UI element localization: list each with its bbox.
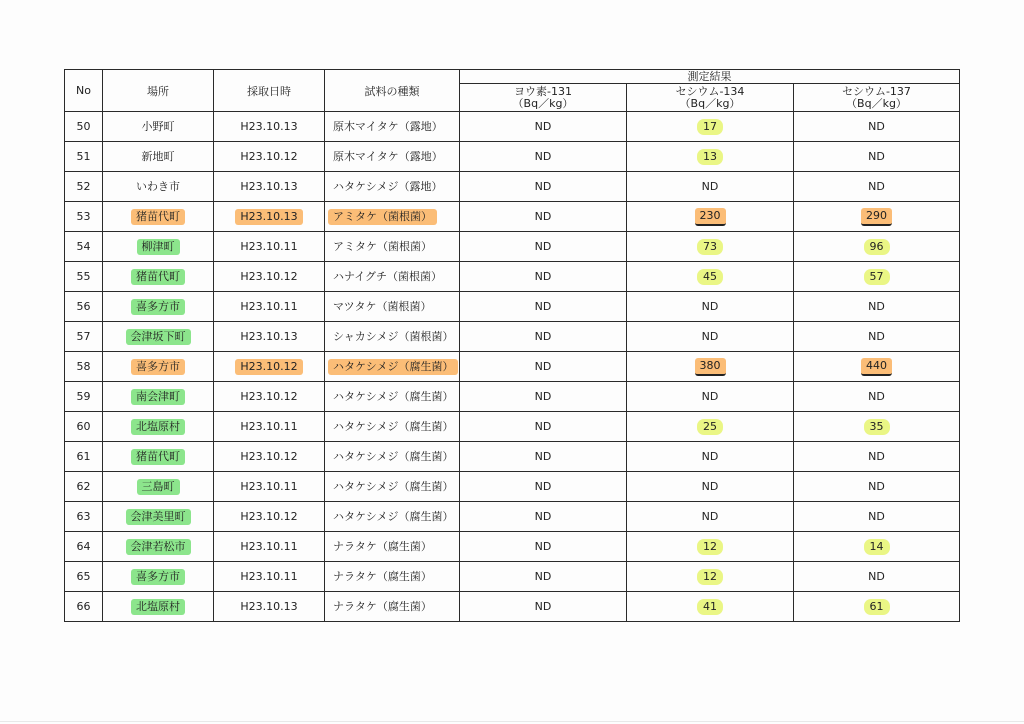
row-sampling-date: H23.10.12 bbox=[240, 389, 298, 403]
row-cesium-134-cell bbox=[627, 442, 794, 472]
row-cesium-137-cell bbox=[794, 382, 960, 412]
row-sample-type: ハタケシメジ（腐生菌） bbox=[333, 419, 454, 433]
row-cesium-137-cell bbox=[794, 472, 960, 502]
table-body bbox=[65, 112, 960, 622]
row-cesium-137-cell bbox=[794, 322, 960, 352]
row-sample-type-cell bbox=[325, 202, 460, 232]
row-cesium-137: ND bbox=[868, 149, 885, 163]
row-location-cell bbox=[103, 382, 214, 412]
row-cesium-137-cell bbox=[794, 112, 960, 142]
row-cesium-134: 41 bbox=[697, 599, 723, 615]
row-iodine-131-cell bbox=[460, 352, 627, 382]
row-cesium-137-cell bbox=[794, 172, 960, 202]
row-cesium-137: ND bbox=[868, 479, 885, 493]
header-cesium-134 bbox=[627, 84, 794, 112]
row-no: 61 bbox=[76, 449, 91, 463]
row-sample-type-cell bbox=[325, 382, 460, 412]
row-location: 喜多方市 bbox=[131, 359, 185, 375]
table-row bbox=[65, 532, 960, 562]
row-no: 53 bbox=[76, 209, 91, 223]
row-iodine-131-cell bbox=[460, 382, 627, 412]
header-iodine-131-label: ヨウ素-131 bbox=[514, 84, 572, 98]
row-sampling-date-cell bbox=[214, 532, 325, 562]
row-cesium-134: 73 bbox=[697, 239, 723, 255]
table-row bbox=[65, 382, 960, 412]
row-location-cell bbox=[103, 562, 214, 592]
row-cesium-137: ND bbox=[868, 179, 885, 193]
row-cesium-137: ND bbox=[868, 509, 885, 523]
row-iodine-131: ND bbox=[534, 599, 552, 613]
row-location-cell bbox=[103, 502, 214, 532]
row-location: 新地町 bbox=[141, 149, 175, 163]
row-sample-type-cell bbox=[325, 412, 460, 442]
row-location: 会津若松市 bbox=[126, 539, 191, 555]
row-iodine-131: ND bbox=[534, 179, 552, 193]
row-no: 58 bbox=[76, 359, 91, 373]
table-row bbox=[65, 322, 960, 352]
row-sampling-date: H23.10.12 bbox=[240, 509, 298, 523]
row-cesium-134: ND bbox=[701, 509, 719, 523]
row-sampling-date: H23.10.12 bbox=[235, 359, 302, 375]
row-no-cell bbox=[65, 352, 103, 382]
row-iodine-131: ND bbox=[534, 329, 552, 343]
row-iodine-131-cell bbox=[460, 562, 627, 592]
row-sample-type-cell bbox=[325, 112, 460, 142]
row-cesium-134-cell bbox=[627, 532, 794, 562]
row-sampling-date: H23.10.11 bbox=[240, 539, 298, 553]
row-cesium-134: 17 bbox=[697, 119, 723, 135]
row-sample-type: ハタケシメジ（腐生菌） bbox=[333, 449, 454, 463]
row-sampling-date-cell bbox=[214, 172, 325, 202]
row-no: 62 bbox=[76, 479, 91, 493]
row-sample-type: ナラタケ（腐生菌） bbox=[333, 539, 432, 553]
row-location: 喜多方市 bbox=[131, 299, 185, 315]
row-location-cell bbox=[103, 172, 214, 202]
row-sampling-date-cell bbox=[214, 442, 325, 472]
table-row bbox=[65, 442, 960, 472]
row-cesium-137: ND bbox=[868, 389, 885, 403]
row-cesium-134: 45 bbox=[697, 269, 723, 285]
row-no-cell bbox=[65, 322, 103, 352]
row-no-cell bbox=[65, 292, 103, 322]
row-sample-type: アミタケ（菌根菌） bbox=[333, 239, 432, 253]
header-location: 場所 bbox=[103, 70, 214, 112]
row-iodine-131: ND bbox=[534, 209, 552, 223]
header-cesium-137 bbox=[794, 84, 960, 112]
row-cesium-137: ND bbox=[868, 299, 885, 313]
row-sampling-date-cell bbox=[214, 592, 325, 622]
row-no: 65 bbox=[76, 569, 91, 583]
row-sampling-date: H23.10.11 bbox=[240, 299, 298, 313]
row-sampling-date: H23.10.12 bbox=[240, 149, 298, 163]
row-cesium-137: 61 bbox=[864, 599, 890, 615]
row-iodine-131: ND bbox=[534, 539, 552, 553]
row-iodine-131: ND bbox=[534, 569, 552, 583]
row-sample-type-cell bbox=[325, 172, 460, 202]
row-no: 54 bbox=[76, 239, 91, 253]
row-iodine-131: ND bbox=[534, 479, 552, 493]
row-cesium-134-cell bbox=[627, 592, 794, 622]
row-cesium-134: ND bbox=[701, 389, 719, 403]
row-sampling-date-cell bbox=[214, 292, 325, 322]
row-location-cell bbox=[103, 532, 214, 562]
table-row bbox=[65, 292, 960, 322]
row-sampling-date-cell bbox=[214, 142, 325, 172]
header-cesium-137-unit: （Bq／kg） bbox=[846, 96, 907, 110]
row-cesium-137-cell bbox=[794, 142, 960, 172]
row-cesium-134: ND bbox=[701, 179, 719, 193]
row-cesium-137-cell bbox=[794, 412, 960, 442]
row-location: 会津坂下町 bbox=[126, 329, 191, 345]
row-sampling-date: H23.10.12 bbox=[240, 269, 298, 283]
row-cesium-137: 57 bbox=[864, 269, 890, 285]
table-row bbox=[65, 262, 960, 292]
row-no: 52 bbox=[76, 179, 91, 193]
row-iodine-131-cell bbox=[460, 202, 627, 232]
table-header bbox=[65, 70, 960, 112]
row-no-cell bbox=[65, 472, 103, 502]
row-no-cell bbox=[65, 172, 103, 202]
table-row bbox=[65, 592, 960, 622]
row-iodine-131-cell bbox=[460, 172, 627, 202]
row-sampling-date-cell bbox=[214, 382, 325, 412]
row-sampling-date-cell bbox=[214, 202, 325, 232]
row-cesium-134: 230 bbox=[695, 208, 726, 226]
row-sample-type: ハタケシメジ（腐生菌） bbox=[333, 389, 454, 403]
row-no-cell bbox=[65, 412, 103, 442]
row-location-cell bbox=[103, 442, 214, 472]
row-sample-type-cell bbox=[325, 292, 460, 322]
row-cesium-134: 12 bbox=[697, 539, 723, 555]
row-no: 50 bbox=[76, 119, 91, 133]
row-cesium-134-cell bbox=[627, 412, 794, 442]
row-iodine-131: ND bbox=[534, 299, 552, 313]
row-sampling-date: H23.10.13 bbox=[240, 329, 298, 343]
row-sample-type: ハタケシメジ（腐生菌） bbox=[333, 509, 454, 523]
row-location-cell bbox=[103, 322, 214, 352]
row-cesium-134-cell bbox=[627, 382, 794, 412]
row-iodine-131-cell bbox=[460, 532, 627, 562]
row-cesium-134-cell bbox=[627, 112, 794, 142]
row-iodine-131: ND bbox=[534, 239, 552, 253]
row-cesium-134-cell bbox=[627, 262, 794, 292]
header-cesium-134-label: セシウム-134 bbox=[675, 84, 745, 98]
row-sampling-date-cell bbox=[214, 412, 325, 442]
row-cesium-134: 380 bbox=[695, 358, 726, 376]
row-cesium-137-cell bbox=[794, 442, 960, 472]
row-sample-type: ハタケシメジ（腐生菌） bbox=[328, 359, 458, 375]
row-location: 喜多方市 bbox=[131, 569, 185, 585]
row-sample-type: アミタケ（菌根菌） bbox=[328, 209, 437, 225]
row-sample-type: ハタケシメジ（腐生菌） bbox=[333, 479, 454, 493]
row-cesium-134: ND bbox=[701, 299, 719, 313]
row-location-cell bbox=[103, 262, 214, 292]
table-row bbox=[65, 142, 960, 172]
table-row bbox=[65, 202, 960, 232]
row-no: 56 bbox=[76, 299, 91, 313]
row-location: 北塩原村 bbox=[131, 599, 185, 615]
row-location-cell bbox=[103, 412, 214, 442]
row-sampling-date: H23.10.13 bbox=[240, 599, 298, 613]
header-iodine-131 bbox=[460, 84, 627, 112]
measurement-table bbox=[64, 69, 960, 622]
row-cesium-134-cell bbox=[627, 472, 794, 502]
row-iodine-131: ND bbox=[534, 359, 552, 373]
row-cesium-134: 12 bbox=[697, 569, 723, 585]
row-cesium-137-cell bbox=[794, 532, 960, 562]
row-no-cell bbox=[65, 262, 103, 292]
row-location: 猪苗代町 bbox=[131, 269, 185, 285]
row-sampling-date: H23.10.11 bbox=[240, 569, 298, 583]
row-no-cell bbox=[65, 442, 103, 472]
row-sample-type: マツタケ（菌根菌） bbox=[333, 299, 432, 313]
row-location-cell bbox=[103, 472, 214, 502]
row-sample-type-cell bbox=[325, 232, 460, 262]
row-sampling-date: H23.10.13 bbox=[235, 209, 302, 225]
row-no-cell bbox=[65, 232, 103, 262]
row-sample-type-cell bbox=[325, 502, 460, 532]
row-iodine-131: ND bbox=[534, 119, 552, 133]
row-sampling-date: H23.10.11 bbox=[240, 419, 298, 433]
row-location: 会津美里町 bbox=[126, 509, 191, 525]
row-location: 三島町 bbox=[137, 479, 180, 495]
row-iodine-131-cell bbox=[460, 112, 627, 142]
row-iodine-131-cell bbox=[460, 322, 627, 352]
row-location: 南会津町 bbox=[131, 389, 185, 405]
row-sample-type: 原木マイタケ（露地） bbox=[333, 149, 443, 163]
row-no: 57 bbox=[76, 329, 91, 343]
row-iodine-131-cell bbox=[460, 412, 627, 442]
row-location-cell bbox=[103, 352, 214, 382]
row-cesium-137-cell bbox=[794, 202, 960, 232]
row-sampling-date: H23.10.11 bbox=[240, 239, 298, 253]
row-location: 小野町 bbox=[141, 119, 175, 133]
scan-edge-line bbox=[0, 721, 1024, 722]
row-no-cell bbox=[65, 562, 103, 592]
row-sample-type-cell bbox=[325, 532, 460, 562]
row-iodine-131: ND bbox=[534, 269, 552, 283]
row-sample-type-cell bbox=[325, 322, 460, 352]
row-no: 51 bbox=[76, 149, 91, 163]
row-cesium-134: 25 bbox=[697, 419, 723, 435]
row-cesium-134-cell bbox=[627, 292, 794, 322]
table-row bbox=[65, 352, 960, 382]
row-location: 柳津町 bbox=[137, 239, 180, 255]
row-location-cell bbox=[103, 232, 214, 262]
row-sampling-date-cell bbox=[214, 352, 325, 382]
row-no: 66 bbox=[76, 599, 91, 613]
row-iodine-131: ND bbox=[534, 449, 552, 463]
row-sample-type: ハタケシメジ（露地） bbox=[333, 179, 443, 193]
row-sample-type: ナラタケ（腐生菌） bbox=[333, 569, 432, 583]
row-iodine-131-cell bbox=[460, 232, 627, 262]
row-sampling-date: H23.10.11 bbox=[240, 479, 298, 493]
row-location-cell bbox=[103, 592, 214, 622]
row-iodine-131-cell bbox=[460, 502, 627, 532]
row-cesium-134-cell bbox=[627, 172, 794, 202]
row-sample-type: 原木マイタケ（露地） bbox=[333, 119, 443, 133]
table-row bbox=[65, 472, 960, 502]
row-cesium-137: ND bbox=[868, 449, 885, 463]
row-iodine-131-cell bbox=[460, 292, 627, 322]
row-sample-type-cell bbox=[325, 352, 460, 382]
table-row bbox=[65, 412, 960, 442]
row-iodine-131-cell bbox=[460, 592, 627, 622]
row-sample-type-cell bbox=[325, 592, 460, 622]
row-no-cell bbox=[65, 382, 103, 412]
row-location-cell bbox=[103, 292, 214, 322]
table-row bbox=[65, 172, 960, 202]
table-row bbox=[65, 502, 960, 532]
row-cesium-137: 14 bbox=[864, 539, 890, 555]
row-location: 北塩原村 bbox=[131, 419, 185, 435]
table-row bbox=[65, 112, 960, 142]
row-cesium-134-cell bbox=[627, 502, 794, 532]
row-sample-type-cell bbox=[325, 442, 460, 472]
header-measurement-results: 測定結果 bbox=[460, 70, 960, 84]
row-iodine-131-cell bbox=[460, 262, 627, 292]
row-cesium-134-cell bbox=[627, 562, 794, 592]
row-no: 60 bbox=[76, 419, 91, 433]
row-location-cell bbox=[103, 112, 214, 142]
header-cesium-134-unit: （Bq／kg） bbox=[679, 96, 741, 110]
row-cesium-137-cell bbox=[794, 262, 960, 292]
row-cesium-137-cell bbox=[794, 232, 960, 262]
row-no-cell bbox=[65, 202, 103, 232]
header-cesium-137-label: セシウム-137 bbox=[842, 84, 911, 98]
row-cesium-134: 13 bbox=[697, 149, 723, 165]
row-location: いわき市 bbox=[136, 179, 180, 193]
row-sample-type: ハナイグチ（菌根菌） bbox=[333, 269, 443, 283]
row-iodine-131-cell bbox=[460, 472, 627, 502]
row-sampling-date-cell bbox=[214, 262, 325, 292]
row-sample-type-cell bbox=[325, 142, 460, 172]
row-location-cell bbox=[103, 142, 214, 172]
row-cesium-134-cell bbox=[627, 232, 794, 262]
row-iodine-131-cell bbox=[460, 142, 627, 172]
header-iodine-131-unit: （Bq／kg） bbox=[512, 96, 574, 110]
row-cesium-134: ND bbox=[701, 479, 719, 493]
row-cesium-134-cell bbox=[627, 202, 794, 232]
row-cesium-137: ND bbox=[868, 569, 885, 583]
row-no-cell bbox=[65, 112, 103, 142]
row-cesium-137: 440 bbox=[861, 358, 892, 376]
row-no-cell bbox=[65, 502, 103, 532]
row-no-cell bbox=[65, 592, 103, 622]
row-cesium-134-cell bbox=[627, 352, 794, 382]
row-location-cell bbox=[103, 202, 214, 232]
row-location: 猪苗代町 bbox=[131, 209, 185, 225]
row-sampling-date: H23.10.12 bbox=[240, 449, 298, 463]
row-cesium-137-cell bbox=[794, 352, 960, 382]
row-sample-type-cell bbox=[325, 262, 460, 292]
row-sample-type-cell bbox=[325, 472, 460, 502]
table-row bbox=[65, 232, 960, 262]
row-no: 64 bbox=[76, 539, 91, 553]
row-sample-type: ナラタケ（腐生菌） bbox=[333, 599, 432, 613]
row-no-cell bbox=[65, 142, 103, 172]
row-no: 59 bbox=[76, 389, 91, 403]
row-cesium-134: ND bbox=[701, 329, 719, 343]
row-cesium-137-cell bbox=[794, 592, 960, 622]
header-sampling-date: 採取日時 bbox=[214, 70, 325, 112]
row-cesium-137: 96 bbox=[864, 239, 890, 255]
row-iodine-131: ND bbox=[534, 419, 552, 433]
row-iodine-131: ND bbox=[534, 389, 552, 403]
row-cesium-137: 35 bbox=[864, 419, 890, 435]
row-sampling-date-cell bbox=[214, 502, 325, 532]
row-location: 猪苗代町 bbox=[131, 449, 185, 465]
row-cesium-134: ND bbox=[701, 449, 719, 463]
row-cesium-137-cell bbox=[794, 502, 960, 532]
row-iodine-131-cell bbox=[460, 442, 627, 472]
row-cesium-134-cell bbox=[627, 322, 794, 352]
row-cesium-137: 290 bbox=[861, 208, 892, 226]
row-no: 55 bbox=[76, 269, 91, 283]
row-cesium-137: ND bbox=[868, 329, 885, 343]
row-cesium-137-cell bbox=[794, 562, 960, 592]
row-iodine-131: ND bbox=[534, 149, 552, 163]
row-cesium-137-cell bbox=[794, 292, 960, 322]
row-sample-type: シャカシメジ（菌根菌） bbox=[333, 329, 454, 343]
row-sampling-date-cell bbox=[214, 232, 325, 262]
header-sample-type: 試料の種類 bbox=[325, 70, 460, 112]
row-cesium-134-cell bbox=[627, 142, 794, 172]
row-sampling-date-cell bbox=[214, 472, 325, 502]
row-sampling-date: H23.10.13 bbox=[240, 119, 298, 133]
table-row bbox=[65, 562, 960, 592]
header-no: No bbox=[65, 70, 103, 112]
row-sampling-date-cell bbox=[214, 112, 325, 142]
row-iodine-131: ND bbox=[534, 509, 552, 523]
row-sample-type-cell bbox=[325, 562, 460, 592]
row-cesium-137: ND bbox=[868, 119, 885, 133]
row-sampling-date: H23.10.13 bbox=[240, 179, 298, 193]
row-no: 63 bbox=[76, 509, 91, 523]
row-no-cell bbox=[65, 532, 103, 562]
row-sampling-date-cell bbox=[214, 562, 325, 592]
row-sampling-date-cell bbox=[214, 322, 325, 352]
